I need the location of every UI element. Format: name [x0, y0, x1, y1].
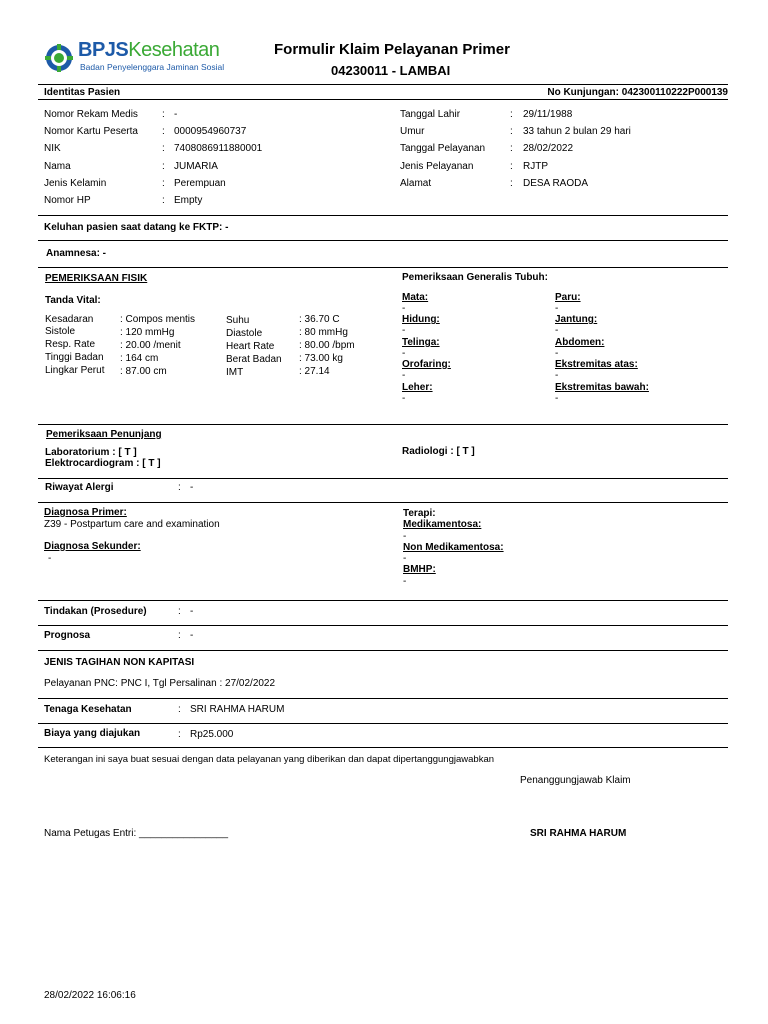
- label-rekam-medis: Nomor Rekam Medis: [44, 109, 138, 120]
- sep: :: [178, 482, 181, 493]
- form-code: 04230011 - LAMBAI: [331, 63, 451, 78]
- generalis-value: -: [555, 370, 559, 381]
- generalis-value: -: [555, 325, 559, 336]
- diagnosa-sekunder-value: -: [48, 553, 52, 564]
- diagnosa-primer-label: Diagnosa Primer:: [44, 507, 127, 518]
- value-nama: JUMARIA: [174, 161, 218, 172]
- sep: :: [510, 161, 513, 172]
- generalis-heading: Pemeriksaan Generalis Tubuh:: [402, 272, 548, 283]
- vital-value: : 80.00 /bpm: [299, 340, 355, 351]
- generalis-value: -: [555, 393, 559, 404]
- tenaga-value: SRI RAHMA HARUM: [190, 704, 285, 715]
- anamnesa: Anamnesa: -: [46, 248, 107, 259]
- generalis-value: -: [402, 348, 406, 359]
- vital-value: : Compos mentis: [120, 314, 196, 325]
- elektrocardiogram: Elektrocardiogram : [ T ]: [45, 458, 161, 469]
- label-jenis-kelamin: Jenis Kelamin: [44, 178, 107, 189]
- label-umur: Umur: [400, 126, 425, 137]
- label-alamat: Alamat: [400, 178, 432, 189]
- print-timestamp: 28/02/2022 16:06:16: [44, 990, 136, 1001]
- identitas-heading: Identitas Pasien: [44, 87, 121, 98]
- fisik-heading: PEMERIKSAAN FISIK: [45, 273, 148, 284]
- generalis-value: -: [555, 303, 559, 314]
- sep: :: [178, 630, 181, 641]
- vital-label: Kesadaran: [45, 314, 94, 325]
- generalis-label: Paru:: [555, 292, 581, 303]
- sep: :: [162, 143, 165, 154]
- sep: :: [510, 143, 513, 154]
- laboratorium: Laboratorium : [ T ]: [45, 447, 137, 458]
- vital-value: : 27.14: [299, 366, 330, 377]
- brand-tagline: Badan Penyelenggara Jaminan Sosial: [80, 62, 225, 72]
- sep: :: [178, 729, 181, 740]
- non-medikamentosa-value: -: [403, 553, 407, 564]
- bmhp-value: -: [403, 576, 407, 587]
- generalis-label: Orofaring:: [402, 359, 451, 370]
- biaya-value: Rp25.000: [190, 729, 234, 740]
- generalis-label: Abdomen:: [555, 337, 605, 348]
- sep: :: [510, 126, 513, 137]
- sep: :: [162, 178, 165, 189]
- value-tanggal-pelayanan: 28/02/2022: [523, 143, 574, 154]
- sep: :: [510, 109, 513, 120]
- vital-label: Heart Rate: [226, 341, 275, 352]
- generalis-value: -: [402, 303, 406, 314]
- prognosa-label: Prognosa: [44, 630, 91, 641]
- nama-petugas-entri: Nama Petugas Entri: ________________: [44, 828, 229, 839]
- vital-value: : 120 mmHg: [120, 327, 175, 338]
- vital-value: : 73.00 kg: [299, 353, 343, 364]
- bmhp-label: BMHP:: [403, 564, 436, 575]
- vital-label: Diastole: [226, 328, 263, 339]
- vital-label: IMT: [226, 367, 244, 378]
- generalis-value: -: [402, 325, 406, 336]
- generalis-label: Ekstremitas bawah:: [555, 382, 649, 393]
- label-nomor-hp: Nomor HP: [44, 195, 91, 206]
- sep: :: [510, 178, 513, 189]
- value-umur: 33 tahun 2 bulan 29 hari: [523, 126, 631, 137]
- label-kartu-peserta: Nomor Kartu Peserta: [44, 126, 138, 137]
- medikamentosa-label: Medikamentosa:: [403, 519, 482, 530]
- tagihan-detail: Pelayanan PNC: PNC I, Tgl Persalinan : 27/02/2022: [44, 678, 276, 689]
- generalis-label: Mata:: [402, 292, 429, 303]
- value-nik: 7408086911880001: [174, 143, 263, 154]
- sep: :: [178, 704, 181, 715]
- brand-name-kesehatan: Kesehatan: [128, 39, 220, 61]
- sep: :: [162, 126, 165, 137]
- no-kunjungan: No Kunjungan: 042300110222P000139: [547, 87, 728, 98]
- terapi-heading: Terapi:: [403, 508, 436, 519]
- value-kartu-peserta: 0000954960737: [174, 126, 247, 137]
- label-tanggal-pelayanan: Tanggal Pelayanan: [400, 143, 486, 154]
- form-title: Formulir Klaim Pelayanan Primer: [274, 41, 510, 58]
- biaya-label: Biaya yang diajukan: [44, 728, 141, 739]
- bpjs-logo: [44, 41, 224, 77]
- vital-label: Berat Badan: [226, 354, 282, 365]
- vital-value: : 87.00 cm: [120, 366, 167, 377]
- vital-value: : 36.70 C: [299, 314, 340, 325]
- tindakan-value: -: [190, 606, 194, 617]
- diagnosa-primer-value: Z39 - Postpartum care and examination: [44, 519, 220, 530]
- alergi-value: -: [190, 482, 194, 493]
- keterangan: Keterangan ini saya buat sesuai dengan data pelayanan yang diberikan dan dapat dipertanggungjawabkan: [44, 754, 495, 765]
- value-rekam-medis: -: [174, 109, 178, 120]
- brand-name-bpjs: BPJS: [78, 39, 129, 61]
- label-tanggal-lahir: Tanggal Lahir: [400, 109, 461, 120]
- vital-value: : 20.00 /menit: [120, 340, 181, 351]
- vital-label: Tinggi Badan: [45, 352, 104, 363]
- sep: :: [178, 606, 181, 617]
- prognosa-value: -: [190, 630, 194, 641]
- vital-label: Lingkar Perut: [45, 365, 105, 376]
- penunjang-heading: Pemeriksaan Penunjang: [46, 429, 162, 440]
- vital-label: Sistole: [45, 326, 76, 337]
- tenaga-label: Tenaga Kesehatan: [44, 704, 132, 715]
- radiologi: Radiologi : [ T ]: [402, 446, 475, 457]
- value-jenis-kelamin: Perempuan: [174, 178, 226, 189]
- generalis-label: Telinga:: [402, 337, 440, 348]
- label-nik: NIK: [44, 143, 61, 154]
- alergi-label: Riwayat Alergi: [45, 482, 114, 493]
- generalis-value: -: [555, 348, 559, 359]
- vital-value: : 80 mmHg: [299, 327, 348, 338]
- tanda-vital-heading: Tanda Vital:: [45, 295, 101, 306]
- label-nama: Nama: [44, 161, 71, 172]
- tagihan-heading: JENIS TAGIHAN NON KAPITASI: [44, 657, 195, 668]
- medikamentosa-value: -: [403, 531, 407, 542]
- penanggungjawab-label: Penanggungjawab Klaim: [520, 775, 631, 786]
- value-tanggal-lahir: 29/11/1988: [523, 109, 573, 120]
- generalis-label: Hidung:: [402, 314, 440, 325]
- diagnosa-sekunder-label: Diagnosa Sekunder:: [44, 541, 141, 552]
- value-nomor-hp: Empty: [174, 195, 203, 206]
- non-medikamentosa-label: Non Medikamentosa:: [403, 542, 504, 553]
- generalis-label: Jantung:: [555, 314, 598, 325]
- vital-label: Resp. Rate: [45, 339, 96, 350]
- bpjs-emblem-icon: [44, 43, 74, 73]
- generalis-label: Ekstremitas atas:: [555, 359, 638, 370]
- sep: :: [162, 161, 165, 172]
- keluhan: Keluhan pasien saat datang ke FKTP: -: [44, 222, 229, 233]
- label-jenis-pelayanan: Jenis Pelayanan: [400, 161, 474, 172]
- sep: :: [162, 195, 165, 206]
- vital-value: : 164 cm: [120, 353, 159, 364]
- tindakan-label: Tindakan (Prosedure): [44, 606, 147, 617]
- value-alamat: DESA RAODA: [523, 178, 589, 189]
- generalis-label: Leher:: [402, 382, 433, 393]
- vital-label: Suhu: [226, 315, 250, 326]
- sep: :: [162, 109, 165, 120]
- penanggungjawab-name: SRI RAHMA HARUM: [530, 828, 627, 839]
- generalis-value: -: [402, 393, 406, 404]
- value-jenis-pelayanan: RJTP: [523, 161, 548, 172]
- generalis-value: -: [402, 370, 406, 381]
